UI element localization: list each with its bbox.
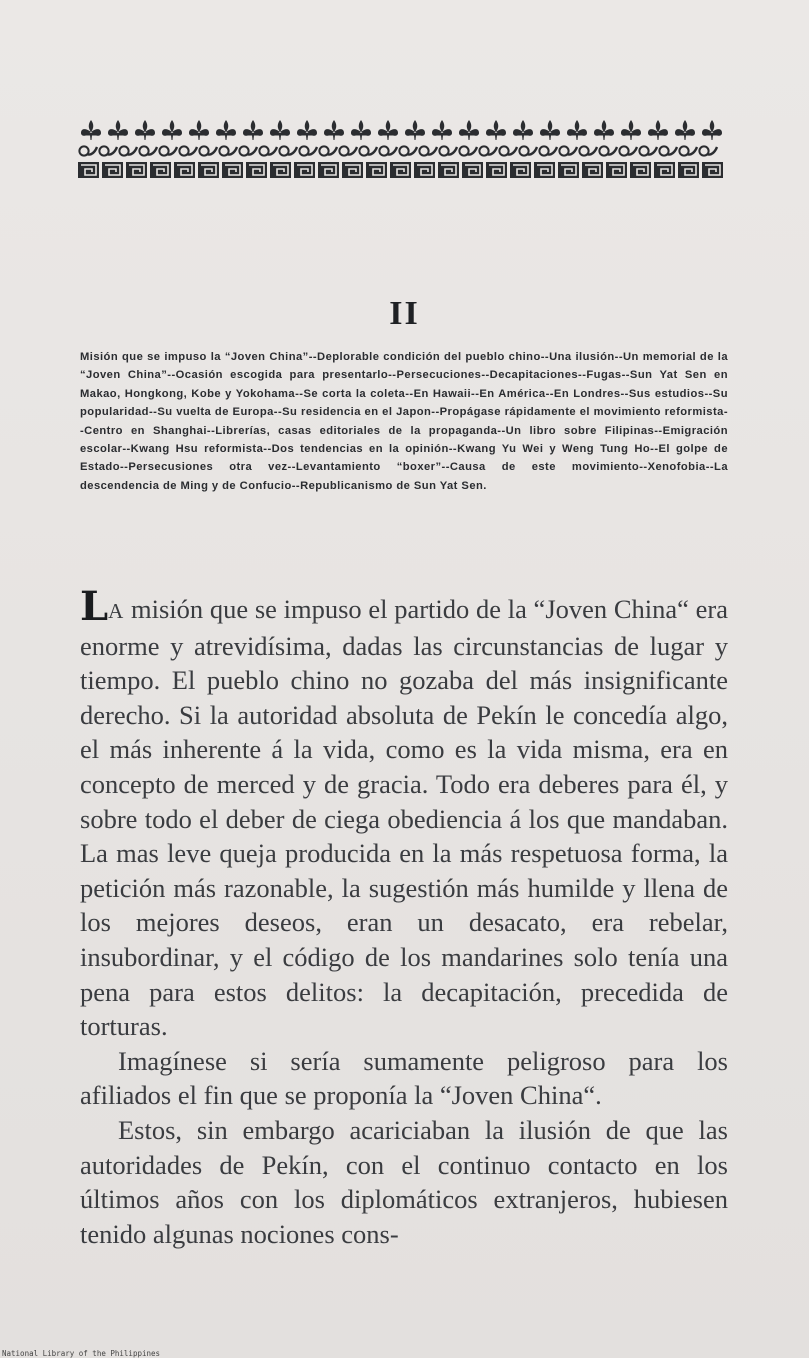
paragraph-1-text: misión que se impuso el partido de la “Joven China“ era enorme y atrevidísima, dadas las circunstancias de lugar y tiempo. El pueblo chino no gozaba del más insignificante derecho. Si la autoridad absoluta de Pekín le concedía algo, el más inherente á la vida, como es la vida misma, era en concepto de merced y de gracia. Todo era deberes para él, y sobre todo el deber de ciega obediencia á los que mandaban. La mas leve queja producida en la más respetuosa forma, la petición más razonable, la sugestión más humilde y llena de los mejores deseos, eran un desacato, era rebelar, insubordinar, y el código de los mandarines solo tenía una pena para estos delitos: la decapitación, precedida de torturas. — [80, 594, 728, 1042]
library-credit: National Library of the Philippines — [2, 1349, 161, 1358]
paragraph-3: Estos, sin embargo acariciaban la ilusión de que las autoridades de Pekín, con el continuo contacto en los últimos años con los diplomáticos extranjeros, hubiesen tenido algunas nociones cons- — [80, 1114, 728, 1249]
chapter-body — [80, 583, 728, 1251]
fleur-de-lis-border-icon — [78, 118, 728, 186]
paragraph-2: Imagínese si sería sumamente peligroso para los afiliados el fin que se proponía la “Joven China“. — [80, 1045, 728, 1111]
chapter-number: II — [389, 295, 420, 332]
chapter-summary: Misión que se impuso la “Joven China”--Deplorable condición del pueblo chino--Una ilusión--Un memorial de la “Joven China”--Ocasión escogida para presentarlo--Persecuciones--Decapitaciones--Fugas--Sun Yat Sen en Makao, Hongkong, Kobe y Yokohama--Se corta la coleta--En Hawaii--En América--En Londres--Sus estudios--Su popularidad--Su vuelta de Europa--Su residencia en el Japon--Propágase rápidamente el movimiento reformista--Centro en Shanghai--Librerías, casas editoriales de la propaganda--Un libro sobre Filipinas--Emigración escolar--Kwang Hsu reformista--Dos tendencias en la opinión--Kwang Yu Wei y Weng Tung Ho--El golpe de Estado--Persecusiones otra vez--Levantamiento “boxer”--Causa de este movimiento--Xenofobia--La descendencia de Ming y de Confucio--Republicanismo de Sun Yat Sen. — [80, 351, 728, 492]
drop-cap-rest: A — [108, 599, 125, 623]
paragraph-1 — [80, 583, 728, 1044]
drop-cap: L — [80, 583, 109, 630]
